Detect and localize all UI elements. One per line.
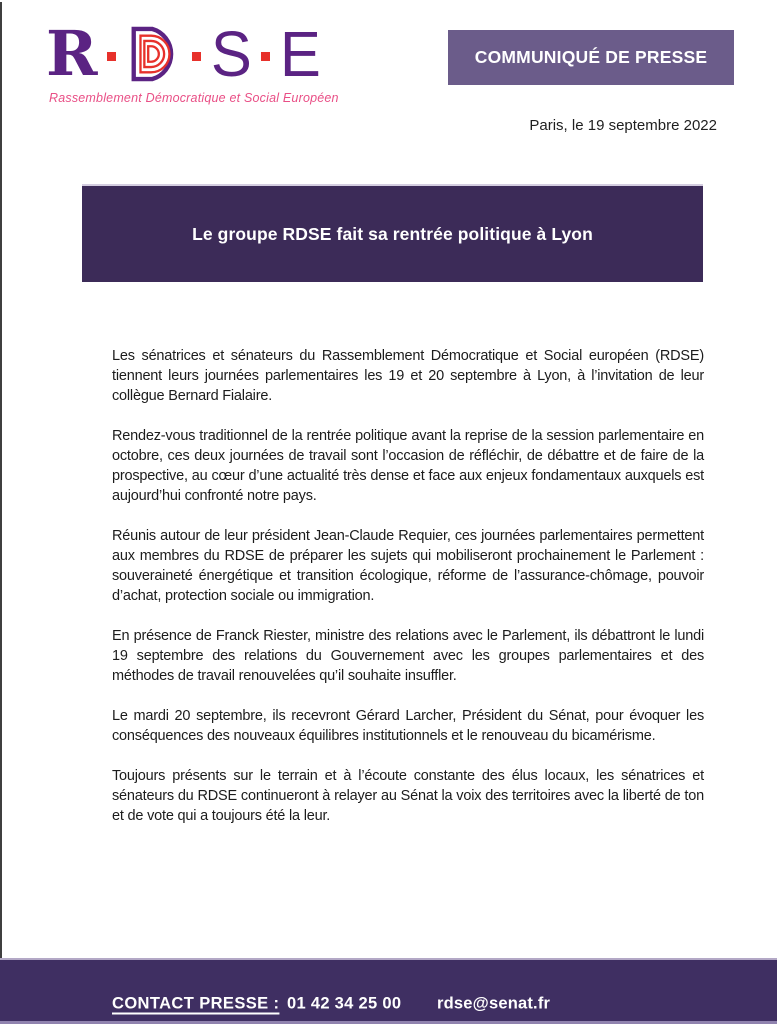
body-paragraph-4: En présence de Franck Riester, ministre des relations avec le Parlement, ils débattront le lundi 19 septembre des relations du Gouvernement avec les groupes parlementaires et des méthodes de travail renouvelées qu’il souhaite insuffler. bbox=[112, 628, 704, 684]
title-banner bbox=[82, 184, 703, 282]
body-paragraph-2: Rendez-vous traditionnel de la rentrée politique avant la reprise de la session parlementaire en octobre, ces deux journées de travail sont l’occasion de réfléchir, de débattre et de faire de la prospective, au cœur d’une actualité très dense et face aux enjeux fondamentaux auxquels est aujourd’hui confronté notre pays. bbox=[112, 428, 704, 504]
contact-phone: 01 42 34 25 00 bbox=[287, 994, 402, 1013]
body-paragraph-5: Le mardi 20 septembre, ils recevront Gérard Larcher, Président du Sénat, pour évoquer les conséquences des nouveaux équilibres institutionnels et le renouveau du bicamérisme. bbox=[112, 708, 704, 744]
logo-subtitle: Rassemblement Démocratique et Social Européen bbox=[49, 91, 339, 105]
rdse-logo bbox=[46, 17, 339, 105]
contact-email: rdse@senat.fr bbox=[437, 994, 551, 1013]
logo-wordmark bbox=[46, 17, 339, 90]
dateline: Paris, le 19 septembre 2022 bbox=[529, 117, 717, 134]
logo-letter-s: S bbox=[210, 18, 252, 90]
page-title: Le groupe RDSE fait sa rentrée politique à Lyon bbox=[192, 223, 593, 244]
body-paragraph-1: Les sénatrices et sénateurs du Rassemblement Démocratique et Social européen (RDSE) tiennent leurs journées parlementaires les 19 et 20 septembre à Lyon, à l’invitation de leur collègue Bernard Fialaire. bbox=[112, 348, 704, 404]
contact-presse-label: CONTACT PRESSE : bbox=[112, 994, 280, 1013]
logo-separator-dot bbox=[107, 52, 116, 61]
body-paragraph-6: Toujours présents sur le terrain et à l’écoute constante des élus locaux, les sénatrices et sénateurs du RDSE continueront à relayer au Sénat la voix des territoires avec la liberté de ton et de vote qui a toujours été la leur. bbox=[112, 768, 704, 824]
logo-separator-dot bbox=[192, 52, 201, 61]
logo-letter-r: R bbox=[46, 17, 98, 90]
body-paragraph-3: Réunis autour de leur président Jean-Claude Requier, ces journées parlementaires permettent aux membres du RDSE de préparer les sujets qui mobiliseront prochainement le Parlement : souveraineté énergétique et transition écologique, réforme de l’assurance-chômage, pouvoir d’achat, protection sociale ou immigration. bbox=[112, 528, 704, 604]
article-body bbox=[112, 346, 704, 846]
contact-footer bbox=[0, 958, 777, 1024]
logo-letter-d-icon bbox=[126, 25, 182, 83]
logo-separator-dot bbox=[261, 52, 270, 61]
logo-letter-e: E bbox=[280, 18, 322, 90]
press-release-badge: COMMUNIQUÉ DE PRESSE bbox=[448, 30, 734, 85]
page-left-edge bbox=[0, 2, 2, 1024]
